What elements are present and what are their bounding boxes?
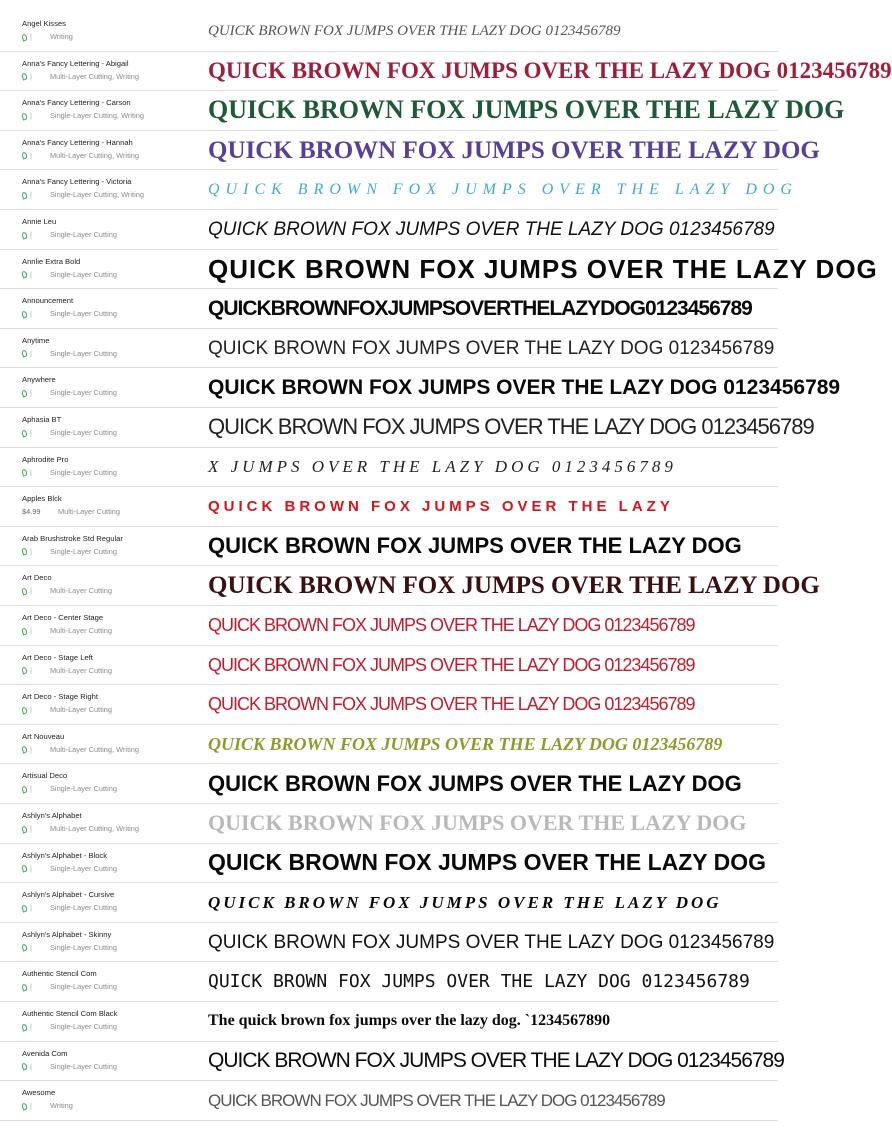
- font-sample-preview[interactable]: [208, 52, 892, 91]
- font-meta: [22, 493, 202, 518]
- font-name: Anytime: [22, 335, 50, 345]
- font-row[interactable]: [0, 725, 778, 765]
- leaf-icon: [21, 548, 28, 556]
- font-sample-text: QUICK BROWN FOX JUMPS OVER THE LAZY DOG: [208, 95, 845, 125]
- font-ownership-indicator: [22, 546, 44, 558]
- font-meta: [22, 652, 202, 677]
- separator-icon: |: [30, 32, 32, 41]
- font-sample-text: QUICK BROWN FOX JUMPS OVER THE LAZY DOG: [208, 253, 878, 284]
- font-sample-preview[interactable]: [208, 527, 778, 566]
- leaf-icon: [21, 904, 28, 912]
- font-subline: [22, 308, 202, 320]
- font-meta: [22, 929, 202, 954]
- separator-icon: |: [30, 71, 32, 81]
- font-ownership-indicator: [22, 308, 44, 320]
- font-kind: Single-Layer Cutting: [50, 1061, 117, 1071]
- font-kind: Multi-Layer Cutting: [58, 507, 121, 517]
- font-name: Art Nouveau: [22, 731, 65, 741]
- font-kind: Single-Layer Cutting: [50, 309, 117, 319]
- font-sample-text: QUICK BROWN FOX JUMPS OVER THE LAZY DOG 0123456789: [208, 414, 814, 440]
- font-kind: Single-Layer Cutting: [50, 1022, 117, 1031]
- leaf-icon: [21, 1023, 28, 1031]
- font-name: Art Deco - Stage Right: [22, 692, 98, 702]
- font-meta: [22, 850, 202, 875]
- font-sample-preview[interactable]: [208, 91, 845, 130]
- font-name: Art Deco: [22, 573, 52, 583]
- font-row[interactable]: [0, 685, 778, 725]
- font-kind: Single-Layer Cutting: [50, 269, 117, 279]
- font-sample-preview[interactable]: [208, 131, 820, 170]
- leaf-icon: [21, 191, 28, 199]
- leaf-icon: [21, 389, 28, 397]
- font-row[interactable]: [0, 329, 778, 369]
- font-sample-preview[interactable]: [208, 844, 778, 883]
- leaf-icon: [21, 33, 28, 41]
- font-sample-text: QUICK BROWN FOX JUMPS OVER THE LAZY: [208, 497, 674, 515]
- leaf-icon: [21, 468, 28, 476]
- leaf-icon: [21, 350, 28, 358]
- font-meta: [22, 612, 202, 637]
- font-sample-preview[interactable]: [208, 606, 778, 645]
- font-ownership-indicator: [22, 981, 44, 993]
- font-meta: [22, 58, 202, 83]
- font-ownership-indicator: [22, 150, 44, 162]
- font-ownership-indicator: [22, 625, 44, 637]
- font-sample-preview[interactable]: [208, 210, 778, 249]
- leaf-icon: [21, 785, 28, 793]
- font-row[interactable]: [0, 250, 878, 290]
- leaf-icon: [21, 627, 28, 635]
- font-name: Anna's Fancy Lettering - Victoria: [22, 177, 132, 187]
- font-subline: [22, 744, 202, 756]
- font-row[interactable]: [0, 804, 778, 844]
- leaf-icon: [21, 270, 28, 278]
- font-sample-text: QUICK BROWN FOX JUMPS OVER THE LAZY DOG 0123456789: [208, 694, 695, 715]
- font-name: Annie Leu: [22, 217, 57, 226]
- font-name: Annlie Extra Bold: [22, 256, 81, 266]
- separator-icon: |: [30, 467, 32, 477]
- font-meta: [22, 1008, 202, 1033]
- font-row[interactable]: [0, 923, 778, 963]
- font-meta: [22, 18, 202, 43]
- font-sample-text: QUICK BROWN FOX JUMPS OVER THE LAZY DOG 0123456789: [208, 337, 775, 359]
- font-kind: Multi-Layer Cutting: [50, 665, 113, 675]
- font-sample-text: QUICK BROWN FOX JUMPS OVER THE LAZY DOG 0123456789: [208, 1049, 784, 1073]
- font-meta: [22, 256, 202, 281]
- font-sample-text: QUICK BROWN FOX JUMPS OVER THE LAZY DOG 0123456789: [208, 734, 723, 755]
- font-sample-preview[interactable]: [208, 448, 778, 487]
- font-kind: Single-Layer Cutting: [50, 348, 117, 358]
- font-sample-preview[interactable]: [208, 923, 778, 962]
- font-name: Anna's Fancy Lettering - Hannah: [22, 137, 133, 147]
- font-meta: [22, 137, 202, 162]
- font-name: Artisual Deco: [22, 771, 68, 781]
- font-kind: Multi-Layer Cutting, Writing: [50, 744, 139, 754]
- font-kind: Single-Layer Cutting: [50, 230, 117, 239]
- font-meta: [22, 968, 202, 993]
- font-name: Ashlyn's Alphabet - Block: [22, 850, 108, 860]
- font-name: Aphasia BT: [22, 415, 62, 424]
- font-sample-text: QUICKBROWNFOXJUMPSOVERTHELAZYDOG0123456789: [208, 296, 752, 320]
- font-kind: Multi-Layer Cutting, Writing: [50, 824, 139, 833]
- font-name: Anna's Fancy Lettering - Carson: [22, 98, 131, 108]
- font-row[interactable]: [0, 170, 798, 210]
- font-kind: Writing: [50, 1101, 73, 1111]
- font-meta: [22, 374, 202, 399]
- font-sample-text: X JUMPS OVER THE LAZY DOG 0123456789: [208, 457, 677, 477]
- separator-icon: |: [30, 784, 32, 794]
- font-sample-preview[interactable]: [208, 725, 778, 764]
- font-subline: [22, 150, 202, 162]
- font-meta: [22, 691, 202, 716]
- font-kind: Single-Layer Cutting: [50, 428, 117, 437]
- font-ownership-indicator: [22, 783, 44, 795]
- font-row[interactable]: [0, 448, 778, 488]
- font-ownership-indicator: [22, 665, 44, 677]
- font-sample-preview[interactable]: [208, 12, 778, 51]
- font-sample-text: QUICK BROWN FOX JUMPS OVER THE LAZY DOG 0123456789: [208, 218, 775, 240]
- font-ownership-indicator: [22, 269, 44, 281]
- font-ownership-indicator: [22, 387, 44, 399]
- font-ownership-indicator: [22, 1100, 44, 1112]
- font-subline: [22, 665, 202, 677]
- font-subline: [22, 783, 202, 795]
- font-sample-text: QUICK BROWN FOX JUMPS OVER THE LAZY DOG: [208, 770, 742, 796]
- font-row[interactable]: [0, 1042, 784, 1082]
- separator-icon: |: [30, 348, 32, 358]
- font-row[interactable]: [0, 289, 778, 329]
- font-name: Avenida Com: [22, 1048, 68, 1058]
- separator-icon: |: [30, 230, 32, 239]
- font-row[interactable]: [0, 764, 778, 804]
- separator-icon: |: [30, 824, 32, 833]
- font-kind: Writing: [50, 32, 73, 41]
- leaf-icon: [21, 1102, 28, 1110]
- font-name: Angel Kisses: [22, 19, 66, 28]
- font-kind: Single-Layer Cutting: [50, 546, 117, 556]
- font-sample-text: QUICK BROWN FOX JUMPS OVER THE LAZY DOG: [208, 533, 742, 559]
- separator-icon: |: [30, 626, 32, 635]
- separator-icon: |: [30, 586, 32, 596]
- font-sample-preview[interactable]: [208, 487, 778, 526]
- font-subline: [22, 625, 202, 637]
- font-sample-text: QUICK BROWN FOX JUMPS OVER THE LAZY DOG: [208, 892, 722, 912]
- font-ownership-indicator: [22, 229, 44, 241]
- font-sample-preview[interactable]: [208, 646, 778, 685]
- font-meta: [22, 454, 202, 479]
- font-row[interactable]: [0, 566, 820, 606]
- font-sample-preview[interactable]: [208, 764, 778, 803]
- leaf-icon: [21, 666, 28, 674]
- font-meta: [22, 572, 202, 597]
- font-kind: Single-Layer Cutting: [50, 942, 117, 952]
- font-kind: Single-Layer Cutting, Writing: [50, 190, 144, 200]
- font-row[interactable]: [0, 210, 778, 250]
- separator-icon: |: [30, 150, 32, 160]
- font-sample-preview[interactable]: [208, 289, 778, 328]
- font-subline: [22, 427, 202, 439]
- leaf-icon: [21, 864, 28, 872]
- font-row[interactable]: [0, 91, 845, 131]
- separator-icon: |: [30, 705, 32, 715]
- font-subline: [22, 506, 202, 518]
- leaf-icon: [21, 112, 28, 120]
- separator-icon: |: [30, 546, 32, 556]
- font-sample-text: QUICK BROWN FOX JUMPS OVER THE LAZY DOG: [208, 180, 798, 198]
- font-ownership-indicator: [22, 110, 44, 122]
- font-subline: [22, 387, 202, 399]
- font-sample-text: QUICK BROWN FOX JUMPS OVER THE LAZY DOG 0123456789: [208, 58, 892, 84]
- separator-icon: |: [30, 863, 32, 873]
- font-name: Awesome: [22, 1088, 56, 1098]
- font-meta: [22, 414, 202, 439]
- font-ownership-indicator: [22, 863, 44, 875]
- font-subline: [22, 1061, 202, 1073]
- font-name: Art Deco - Center Stage: [22, 613, 104, 622]
- font-kind: Multi-Layer Cutting: [50, 705, 113, 715]
- separator-icon: |: [30, 903, 32, 913]
- separator-icon: |: [30, 665, 32, 675]
- font-subline: [22, 1021, 202, 1033]
- separator-icon: |: [30, 982, 32, 992]
- font-ownership-indicator: [22, 704, 44, 716]
- font-subline: [22, 902, 202, 914]
- font-subline: [22, 823, 202, 835]
- font-ownership-indicator: [22, 823, 44, 835]
- font-subline: [22, 229, 202, 241]
- font-ownership-indicator: [22, 744, 44, 756]
- separator-icon: |: [30, 269, 32, 279]
- font-kind: Single-Layer Cutting, Writing: [50, 111, 144, 121]
- font-row[interactable]: [0, 487, 778, 527]
- font-row[interactable]: [0, 131, 820, 171]
- font-kind: Single-Layer Cutting: [50, 784, 117, 794]
- separator-icon: |: [30, 190, 32, 200]
- font-kind: Single-Layer Cutting: [50, 982, 117, 992]
- font-sample-text: QUICK BROWN FOX JUMPS OVER THE LAZY DOG: [208, 136, 820, 164]
- font-ownership-indicator: [22, 189, 44, 201]
- font-sample-text: QUICK BROWN FOX JUMPS OVER THE LAZY DOG 0123456789: [208, 1090, 665, 1110]
- font-subline: [22, 467, 202, 479]
- font-meta: [22, 533, 202, 558]
- font-sample-preview[interactable]: [208, 329, 778, 368]
- font-sample-preview[interactable]: [208, 408, 814, 447]
- leaf-icon: [21, 825, 28, 833]
- font-kind: Multi-Layer Cutting: [50, 586, 113, 596]
- separator-icon: |: [30, 309, 32, 319]
- font-subline: [22, 546, 202, 558]
- font-meta: [22, 1087, 202, 1112]
- font-subline: [22, 348, 202, 360]
- font-sample-text: QUICK BROWN FOX JUMPS OVER THE LAZY DOG 0123456789: [208, 654, 695, 675]
- font-row[interactable]: [0, 883, 778, 923]
- font-row[interactable]: [0, 52, 892, 92]
- separator-icon: |: [30, 388, 32, 398]
- font-row[interactable]: [0, 844, 778, 884]
- font-sample-text: QUICK BROWN FOX JUMPS OVER THE LAZY DOG: [208, 810, 747, 836]
- leaf-icon: [21, 587, 28, 595]
- font-row[interactable]: [0, 12, 778, 52]
- font-sample-preview[interactable]: [208, 1042, 784, 1081]
- font-meta: [22, 97, 202, 122]
- font-subline: [22, 585, 202, 597]
- font-ownership-indicator: [22, 31, 44, 43]
- font-name: Authentic Stencil Com Black: [22, 1009, 118, 1018]
- font-name: Announcement: [22, 296, 74, 306]
- separator-icon: |: [30, 111, 32, 121]
- font-meta: [22, 1048, 202, 1073]
- font-meta: [22, 731, 202, 756]
- font-row[interactable]: [0, 408, 814, 448]
- font-kind: Single-Layer Cutting: [50, 467, 117, 477]
- font-ownership-indicator: [22, 902, 44, 914]
- font-name: Aphrodite Pro: [22, 454, 69, 464]
- font-ownership-indicator: [22, 585, 44, 597]
- separator-icon: |: [30, 428, 32, 437]
- font-meta: [22, 176, 202, 201]
- leaf-icon: [21, 706, 28, 714]
- leaf-icon: [21, 944, 28, 952]
- font-kind: Single-Layer Cutting: [50, 863, 117, 873]
- font-name: Ashlyn's Alphabet - Cursive: [22, 890, 115, 900]
- font-subline: [22, 71, 202, 83]
- separator-icon: |: [30, 744, 32, 754]
- font-ownership-indicator: [22, 427, 44, 439]
- font-row[interactable]: [0, 1081, 778, 1121]
- font-name: Authentic Stencil Com: [22, 969, 97, 979]
- font-row[interactable]: [0, 527, 778, 567]
- font-kind: Single-Layer Cutting: [50, 388, 117, 398]
- font-name: Art Deco - Stage Left: [22, 652, 93, 662]
- font-sample-text: QUICK BROWN FOX JUMPS OVER THE LAZY DOG: [208, 572, 820, 600]
- font-sample-preview[interactable]: [208, 804, 778, 843]
- font-sample-preview[interactable]: [208, 566, 820, 605]
- font-meta: [22, 295, 202, 320]
- font-row[interactable]: [0, 368, 841, 408]
- font-sample-text: The quick brown fox jumps over the lazy dog. `1234567890: [208, 1012, 611, 1030]
- font-name: Apples Blck: [22, 494, 62, 504]
- font-sample-preview[interactable]: [208, 685, 778, 724]
- font-sample-text: QUICK BROWN FOX JUMPS OVER THE LAZY DOG 0123456789: [208, 376, 841, 400]
- font-sample-text: QUICK BROWN FOX JUMPS OVER THE LAZY DOG 0123456789: [208, 931, 775, 953]
- font-row[interactable]: [0, 646, 778, 686]
- font-sample-preview[interactable]: [208, 1002, 778, 1041]
- font-subline: [22, 1100, 202, 1112]
- font-sample-text: QUICK BROWN FOX JUMPS OVER THE LAZY DOG: [208, 849, 766, 876]
- font-sample-preview[interactable]: [208, 962, 778, 1001]
- font-name: Anywhere: [22, 375, 56, 385]
- font-sample-preview[interactable]: [208, 1081, 778, 1120]
- font-kind: Multi-Layer Cutting: [50, 626, 113, 635]
- font-kind: Multi-Layer Cutting, Writing: [50, 71, 139, 81]
- font-ownership-indicator: [22, 71, 44, 83]
- font-subline: [22, 189, 202, 201]
- separator-icon: |: [30, 1022, 32, 1031]
- font-price: $4.99: [22, 507, 41, 517]
- font-sample-preview[interactable]: [208, 250, 878, 289]
- font-subline: [22, 110, 202, 122]
- font-subline: [22, 704, 202, 716]
- separator-icon: |: [30, 1101, 32, 1111]
- font-name: Arab Brushstroke Std Regular: [22, 533, 123, 543]
- font-name: Ashlyn's Alphabet - Skinny: [22, 929, 112, 939]
- font-meta: [22, 889, 202, 914]
- font-name: Anna's Fancy Lettering - Abigail: [22, 58, 129, 68]
- leaf-icon: [21, 1062, 28, 1070]
- font-ownership-indicator: [22, 1021, 44, 1033]
- font-sample-text: QUICK BROWN FOX JUMPS OVER THE LAZY DOG 0123456789: [208, 970, 750, 992]
- font-meta: [22, 335, 202, 360]
- leaf-icon: [21, 152, 28, 160]
- font-sample-preview[interactable]: [208, 883, 778, 922]
- leaf-icon: [21, 429, 28, 437]
- font-kind: Multi-Layer Cutting, Writing: [50, 150, 139, 160]
- font-sample-text: QUICK BROWN FOX JUMPS OVER THE LAZY DOG 0123456789: [208, 615, 695, 636]
- font-sample-text: QUICK BROWN FOX JUMPS OVER THE LAZY DOG 0123456789: [208, 22, 621, 39]
- font-meta: [22, 216, 202, 241]
- font-subline: [22, 942, 202, 954]
- font-sample-preview[interactable]: [208, 368, 841, 407]
- font-meta: [22, 810, 202, 835]
- font-ownership-indicator: [22, 467, 44, 479]
- font-meta: [22, 770, 202, 795]
- font-subline: [22, 981, 202, 993]
- leaf-icon: [21, 72, 28, 80]
- font-subline: [22, 863, 202, 875]
- leaf-icon: [21, 231, 28, 239]
- separator-icon: |: [30, 1061, 32, 1071]
- font-subline: [22, 31, 202, 43]
- font-ownership-indicator: [22, 1061, 44, 1073]
- leaf-icon: [21, 746, 28, 754]
- font-row[interactable]: [0, 1002, 778, 1042]
- font-kind: Single-Layer Cutting: [50, 903, 117, 913]
- font-sample-preview[interactable]: [208, 170, 798, 209]
- font-name: Ashlyn's Alphabet: [22, 811, 82, 820]
- font-row[interactable]: [0, 606, 778, 646]
- leaf-icon: [21, 310, 28, 318]
- font-row[interactable]: [0, 962, 778, 1002]
- font-ownership-indicator: [22, 348, 44, 360]
- separator-icon: |: [30, 942, 32, 952]
- leaf-icon: [21, 983, 28, 991]
- font-subline: [22, 269, 202, 281]
- font-ownership-indicator: [22, 942, 44, 954]
